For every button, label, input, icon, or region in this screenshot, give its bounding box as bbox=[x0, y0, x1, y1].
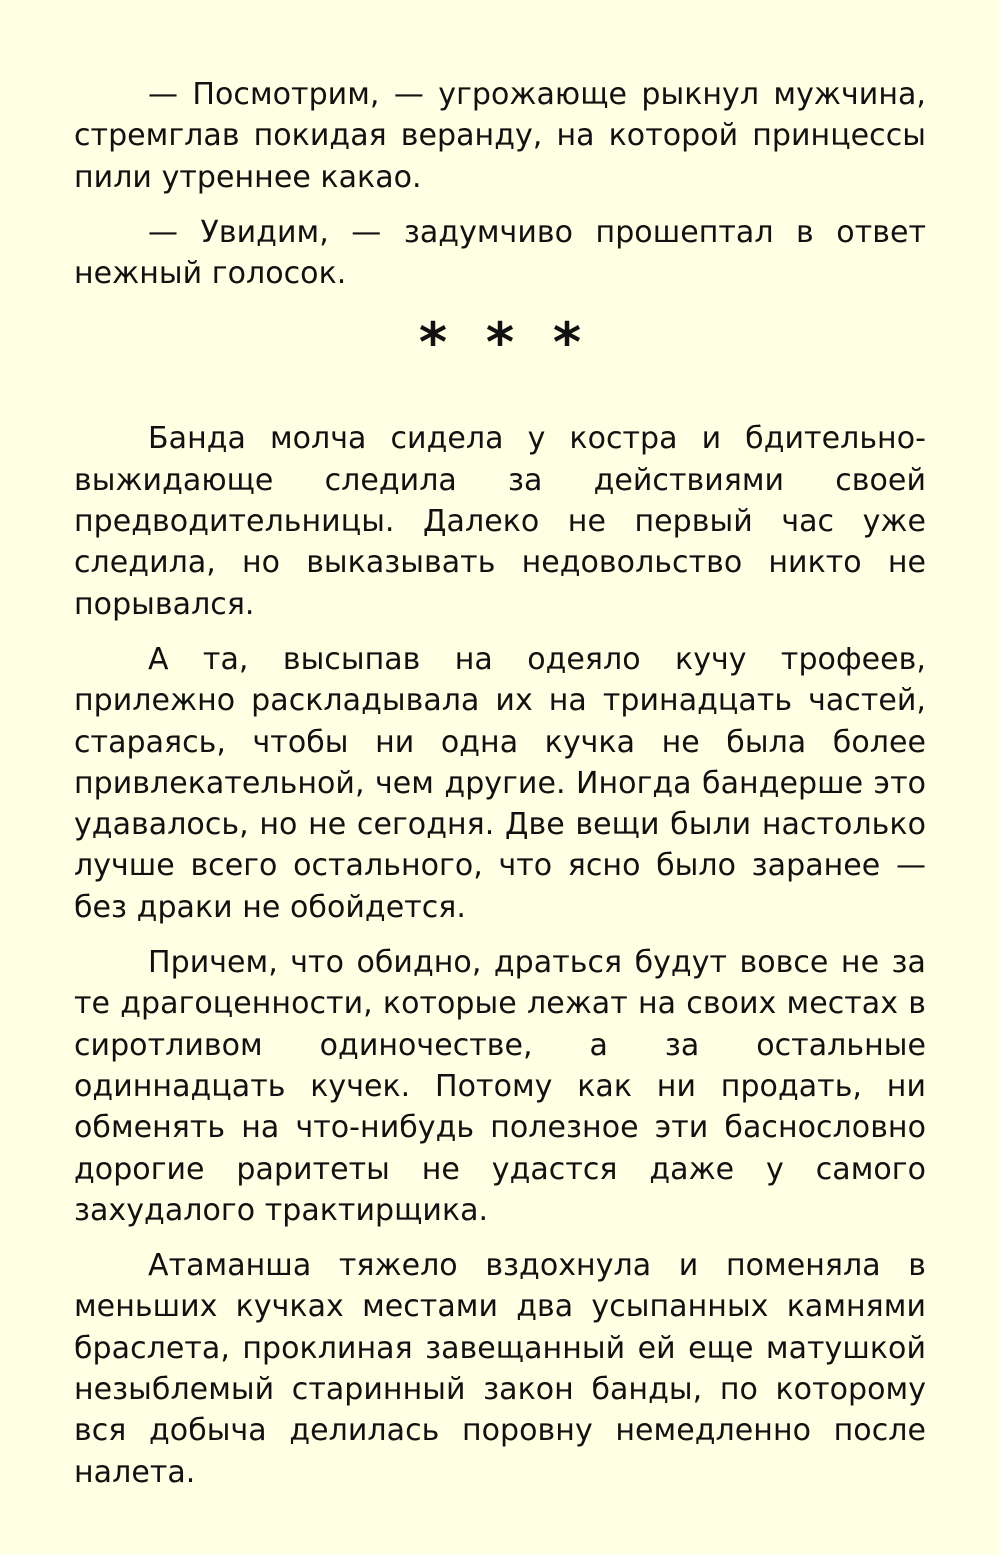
paragraph: — Увидим, — задумчиво прошептал в ответ нежный голосок. bbox=[74, 214, 926, 292]
paragraph: Банда молча сидела у костра и бдительно-выжидающе следила за действиями своей предводительницы. Далеко не первый час уже следила, но выказывать недовольство никто не порывался. bbox=[74, 421, 926, 622]
paragraph: Причем, что обидно, драться будут вовсе не за те драгоценности, которые лежат на своих местах в сиротливом одиночестве, а за остальные одиннадцать кучек. Потому как ни продать, ни обменять на что-нибудь полезное эти баснословно дорогие раритеты не удастся даже у самого захудалого трактирщика. bbox=[74, 945, 926, 1228]
section-separator: * * * bbox=[418, 311, 592, 375]
book-page bbox=[74, 74, 926, 1507]
paragraph: А та, высыпав на одеяло кучу трофеев, прилежно раскладывала их на тринадцать частей, стараясь, чтобы ни одна кучка не была более привлекательной, чем другие. Иногда бандерше это удавалось, но не сегодня. Две вещи были настолько лучше всего остального, что ясно было заранее — без драки не обойдется. bbox=[74, 641, 926, 925]
paragraph: Атаманша тяжело вздохнула и поменяла в меньших кучках местами два усыпанных камнями браслета, проклиная завещанный ей еще матушкой незыблемый старинный закон банды, по которому вся добыча делилась поровну немедленно после налета. bbox=[74, 1248, 926, 1490]
paragraph: — Посмотрим, — угрожающе рыкнул мужчина, стремглав покидая веранду, на которой принцессы пили утреннее какао. bbox=[74, 77, 926, 195]
